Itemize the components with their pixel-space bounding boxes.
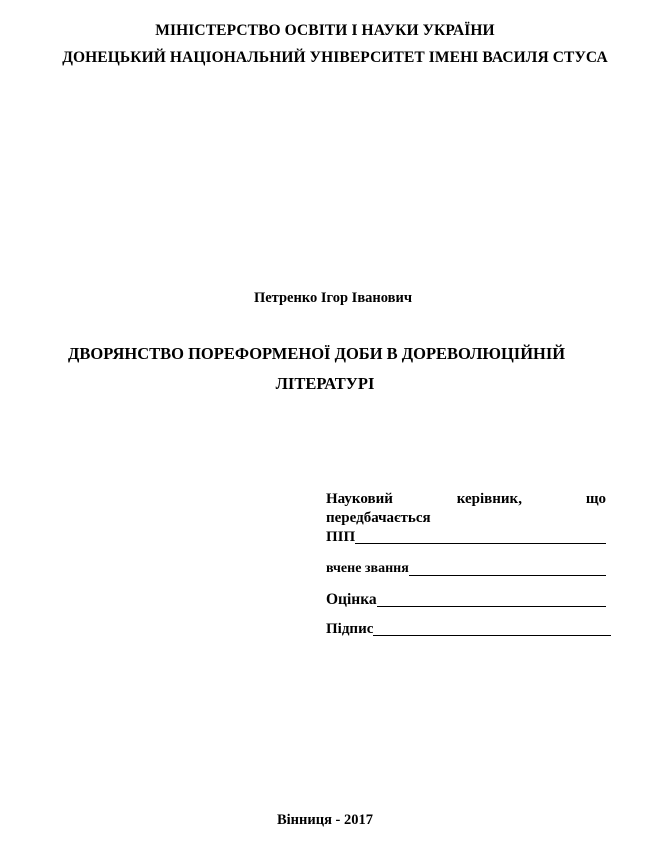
pib-field [326, 528, 606, 546]
signature-label: Підпис [326, 621, 374, 637]
signature-field [326, 620, 606, 638]
grade-field [326, 591, 606, 609]
pib-label: ПІП [326, 529, 356, 545]
city-year: Вінниця - 2017 [276, 812, 374, 828]
pib-blank-line [355, 529, 606, 544]
signature-blank-line [373, 621, 611, 636]
thesis-title-line-2: ЛІТЕРАТУРІ [275, 374, 375, 393]
supervisor-heading-line-1 [326, 490, 606, 509]
grade-blank-line [377, 592, 606, 607]
author-name: Петренко Ігор Іванович [253, 290, 413, 306]
supervisor-word-2: керівник, [456, 491, 522, 507]
supervisor-word-3: що [585, 491, 606, 507]
supervisor-heading-line-2: передбачається [326, 510, 431, 526]
rank-blank-line [409, 561, 606, 576]
ministry-heading: МІНІСТЕРСТВО ОСВІТИ І НАУКИ УКРАЇНИ [155, 22, 495, 39]
supervisor-block [326, 490, 606, 638]
rank-field [326, 560, 606, 578]
university-heading: ДОНЕЦЬКИЙ НАЦІОНАЛЬНИЙ УНІВЕРСИТЕТ ІМЕНІ ВАСИЛЯ СТУСА [62, 49, 608, 66]
rank-label: вчене звання [326, 561, 409, 576]
supervisor-word-1: Науковий [326, 491, 393, 507]
thesis-title-line-1: ДВОРЯНСТВО ПОРЕФОРМЕНОЇ ДОБИ В ДОРЕВОЛЮЦІЙНІЙ [68, 344, 566, 363]
grade-label: Оцінка [326, 591, 377, 608]
